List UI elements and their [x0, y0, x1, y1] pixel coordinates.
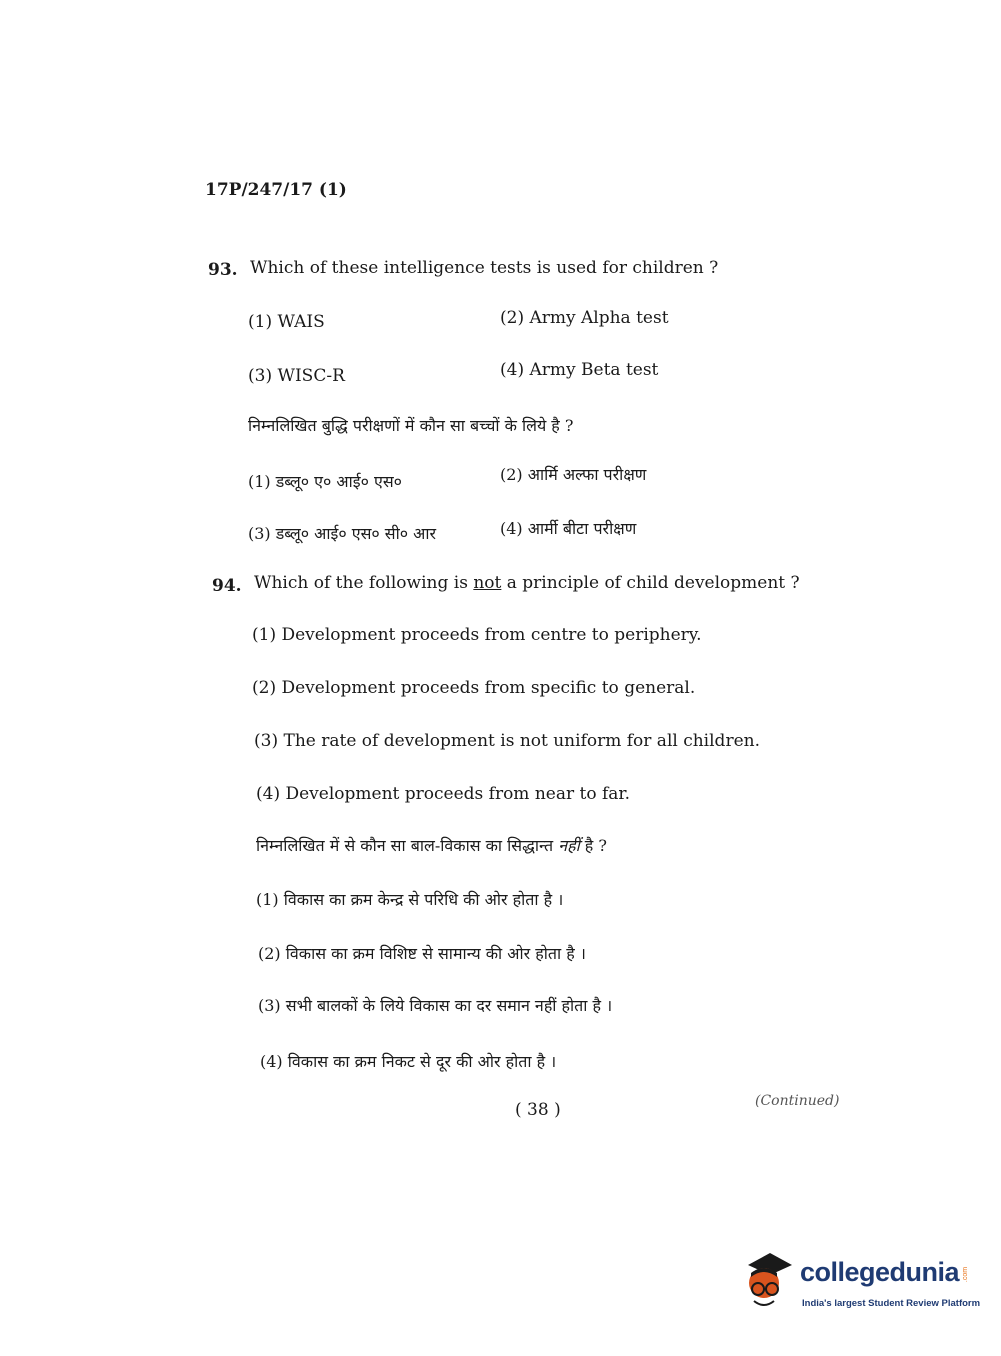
q94-option-4: (4) Development proceeds from near to far. — [256, 784, 631, 804]
question-93-text-hindi: निम्नलिखित बुद्धि परीक्षणों में कौन सा बच्चों के लिये है ? — [248, 416, 574, 435]
q93-option-4-hindi: (4) आर्मी बीटा परीक्षण — [500, 519, 637, 538]
question-94-hindi-part1: निम्नलिखित में से कौन सा बाल-विकास का सिद्धान्त — [256, 836, 559, 855]
q93-option-1: (1) WAIS — [248, 312, 325, 332]
question-93-number: 93. — [208, 260, 238, 280]
q94-option-1-hindi: (1) विकास का क्रम केन्द्र से परिधि की ओर होता है । — [256, 890, 564, 909]
logo-suffix: .com — [962, 1266, 970, 1283]
logo-wordmark: collegedunia — [800, 1257, 960, 1287]
question-94-text-hindi — [256, 834, 607, 856]
logo-tagline: India's largest Student Review Platform — [802, 1298, 981, 1309]
q93-option-2-hindi: (2) आर्मि अल्फा परीक्षण — [500, 465, 647, 484]
q94-option-2: (2) Development proceeds from specific to general. — [252, 678, 696, 698]
continued-label: (Continued) — [755, 1093, 840, 1109]
question-94-hindi-emphasis: नहीं — [558, 836, 580, 855]
q94-option-3: (3) The rate of development is not uniform for all children. — [254, 731, 760, 751]
q94-option-3-hindi: (3) सभी बालकों के लिये विकास का दर समान नहीं होता है । — [258, 996, 613, 1015]
q94-option-2-hindi: (2) विकास का क्रम विशिष्ट से सामान्य की ओर होता है । — [258, 944, 586, 963]
mascot-icon — [742, 1249, 792, 1311]
question-94-emphasis: not — [473, 573, 502, 593]
q93-option-3: (3) WISC-R — [248, 366, 345, 386]
q94-option-1: (1) Development proceeds from centre to periphery. — [252, 625, 702, 645]
question-94-number: 94. — [212, 576, 242, 596]
q94-option-4-hindi: (4) विकास का क्रम निकट से दूर की ओर होता है । — [260, 1052, 557, 1071]
question-94-text-part2: a principle of child development ? — [501, 573, 800, 593]
collegedunia-logo — [742, 1245, 981, 1320]
question-93-text: Which of these intelligence tests is used for children ? — [250, 258, 719, 278]
page-number: ( 38 ) — [515, 1100, 561, 1120]
question-94-hindi-part2: है ? — [579, 836, 607, 855]
paper-code: 17P/247/17 (1) — [205, 180, 347, 200]
question-94-text — [254, 573, 800, 593]
q93-option-1-hindi: (1) डब्लू० ए० आई० एस० — [248, 472, 402, 491]
q93-option-2: (2) Army Alpha test — [500, 308, 669, 328]
question-94-text-part1: Which of the following is — [254, 573, 474, 593]
q93-option-4: (4) Army Beta test — [500, 360, 659, 380]
q93-option-3-hindi: (3) डब्लू० आई० एस० सी० आर — [248, 524, 437, 543]
